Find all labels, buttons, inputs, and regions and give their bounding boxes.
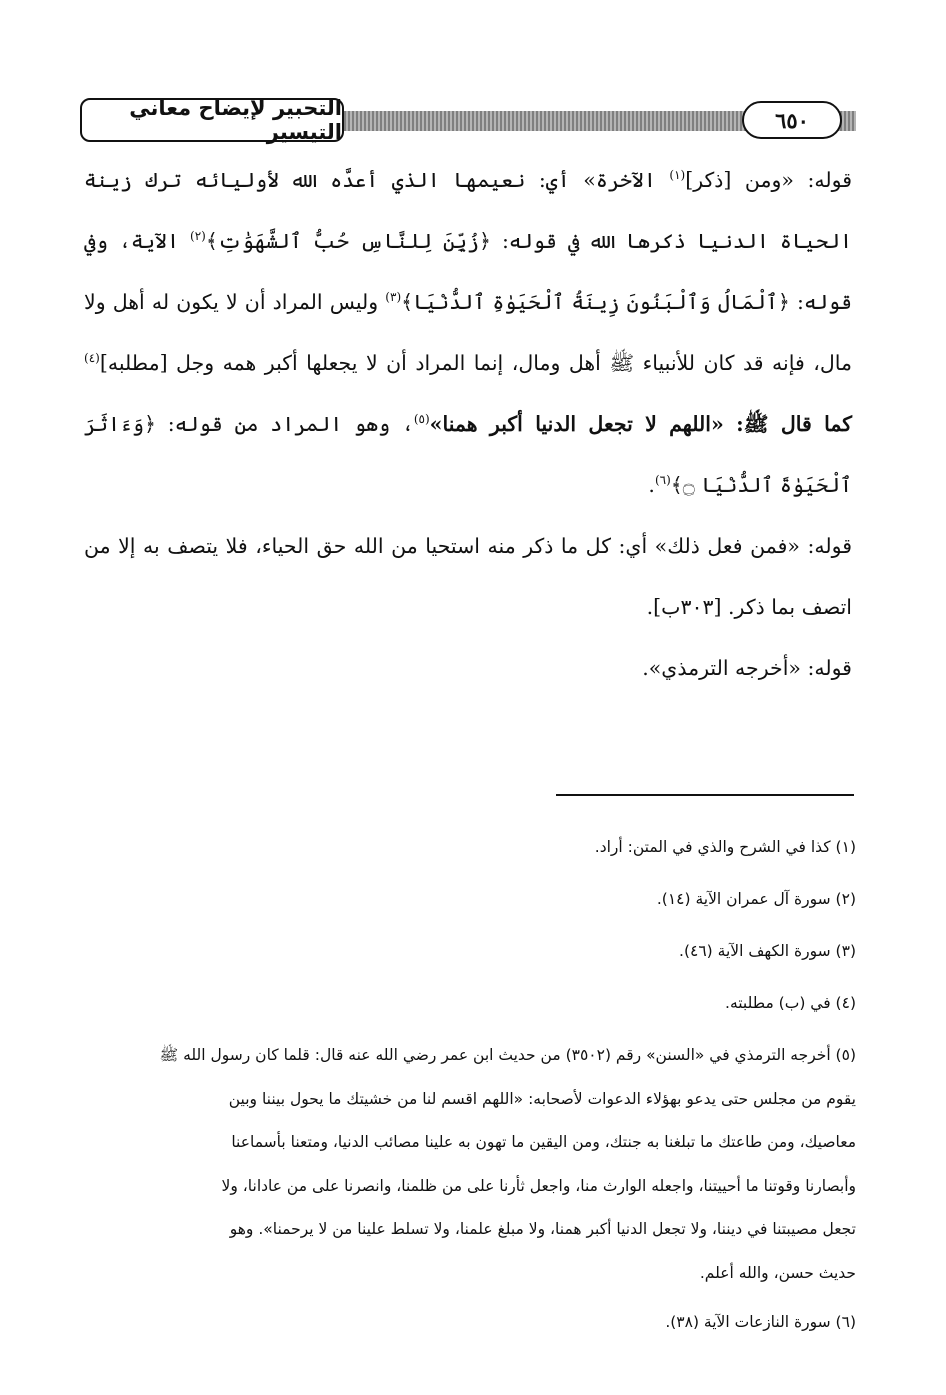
p1-text-5: كما قال ﷺ: «اللهم لا تجعل الدنيا أكبر همنا» [429,412,852,436]
footnote-5-line-2: يقوم من مجلس حتى يدعو بهؤلاء الدعوات لأصحابه: «اللهم اقسم لنا من خشيتك ما يحول بيننا وبين [228,1089,856,1108]
p1-text-3: الآية، وفي قوله: ﴿ٱلْمَالُ وَٱلْبَنُونَ زِينَةُ ٱلْحَيَوٰةِ ٱلدُّنْيَا﴾ [84,229,853,314]
footnote-divider [556,794,854,796]
footnotes [84,826,856,1353]
page-number: ٦٥٠ [742,101,842,139]
p1-text-4: وليس المراد أن لا يكون له أهل ولا مال، فإنه قد كان للأنبياء ﷺ أهل ومال، إنما المراد أن لا يجعلها أكبر همه وجل [مطلبه] [84,290,852,375]
footnote-ref-4: (٤) [84,351,100,366]
footnote-ref-6: (٦) [654,473,671,488]
paragraph-3: قوله: «أخرجه الترمذي». [642,656,852,680]
p1-text-7: . [648,473,655,497]
footnote-5-line-1: (٥) أخرجه الترمذي في «السنن» رقم (٣٥٠٢) من حديث ابن عمر رضي الله عنه قال: قلما كان رسول الله ﷺ [159,1046,856,1064]
footnote-4: (٤) في (ب) مطلبته. [725,994,856,1012]
footnote-5-line-6: حديث حسن، والله أعلم. [699,1263,856,1282]
p1-text-1: قوله: «ومن [ذكر] [685,168,852,192]
running-header [80,98,856,144]
paragraph-1 [84,150,852,516]
main-text [84,150,852,699]
footnote-2: (٢) سورة آل عمران الآية (١٤). [656,890,856,908]
footnote-5-line-3: معاصيك، ومن طاعتك ما تبلغنا به جنتك، ومن اليقين ما تهون به علينا مصائب الدنيا، ومتعنا بأسماعنا [231,1133,856,1151]
footnote-ref-1: (١) [669,168,686,183]
p1-text-6: ، وهو المراد من قوله: ﴿وَءَاثَرَ ٱلْحَيَوٰةَ ٱلدُّنْيَا ۝﴾ [84,412,852,497]
footnote-1: (١) كذا في الشرح والذي في المتن: أراد. [594,838,856,856]
footnote-5-line-5: تجعل مصيبتنا في ديننا، ولا تجعل الدنيا أكبر همنا، ولا مبلغ علمنا، ولا تسلط علينا من لا يرحمنا». وهو [229,1220,856,1238]
p1-text-2: الآخرة» أي: نعيمها الذي أعدَّه الله لأوليائه ترك زينة الحياة الدنيا ذكرها الله في قوله: ﴿زُيِّنَ لِلنَّاسِ حُبُّ ٱلشَّهَوَٰتِ﴾ [84,168,852,253]
footnote-6: (٦) سورة النازعات الآية (٣٨). [665,1313,856,1331]
footnote-ref-5: (٥) [413,412,430,427]
footnote-5-line-4: وأبصارنا وقوتنا ما أحييتنا، واجعله الوارث منا، واجعل ثأرنا على من ظلمنا، وانصرنا على من عادانا، ولا [221,1176,856,1195]
footnote-5 [84,1034,856,1295]
paragraph-2: قوله: «فمن فعل ذلك» أي: كل ما ذكر منه استحيا من الله حق الحياء، فلا يتصف به إلا من اتصف بما ذكر. [٣٠٣ب]. [84,534,852,619]
footnote-ref-3: (٣) [385,290,402,305]
book-title: التحبير لإيضاح معاني التيسير [80,98,344,142]
footnote-3: (٣) سورة الكهف الآية (٤٦). [679,942,856,960]
footnote-ref-2: (٢) [190,229,206,244]
